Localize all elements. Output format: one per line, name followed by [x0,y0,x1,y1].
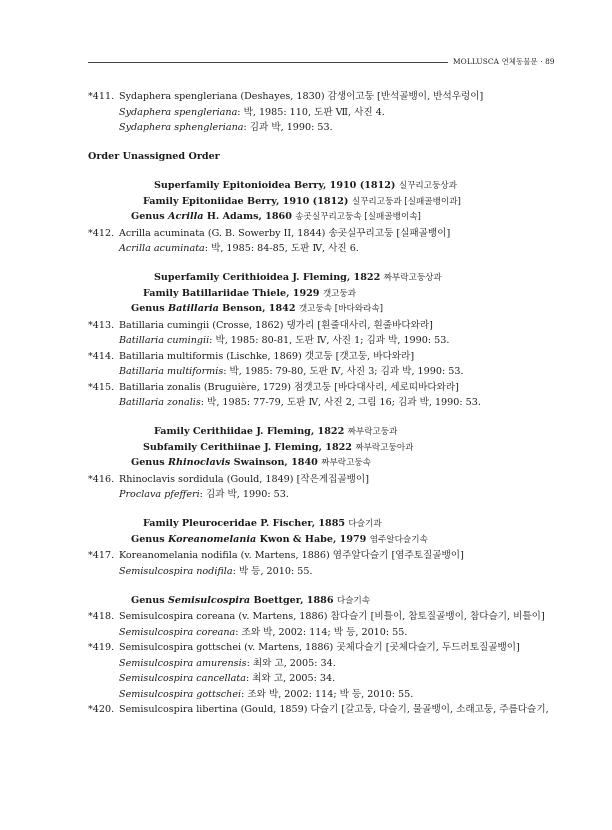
species-name: Batillaria cumingii [119,319,210,331]
taxon-authority: Swainson, 1840 [230,457,322,468]
taxon-rank-label: Genus [131,303,168,314]
species-name: Acrilla acuminata [119,227,205,239]
author-and-common-name: (Gould, 1859) 다슬기 [갈고둥, 다슬기, 물골뱅이, 소래고둥, 주름다슬기, [237,704,549,715]
korean-taxon-name: 송곳실꾸리고둥속 [실패골뱅이속] [295,212,421,222]
entry-number: *412. [88,227,115,239]
taxon-heading [131,457,371,469]
korean-taxon-name: 갯고둥속 [바다와라속] [298,304,384,314]
taxon-authority: Kwon & Habe, 1979 [256,533,370,545]
author-and-common-name: (Gould, 1849) [작은게집골뱅이] [223,473,369,485]
synonym-line [119,689,413,701]
synonym-name: Batillaria zonalis [119,397,201,408]
synonym-line [119,673,335,685]
taxon-rank-label: Family Cerithiidae J. Fleming, 1822 [154,426,348,437]
taxon-rank-label: Genus [131,533,168,545]
entry-number: *415. [88,381,115,393]
author-and-common-name: (Deshayes, 1830) 감생이고둥 [반석골뱅이, 반석우렁이] [237,91,484,102]
taxon-authority: Boettger, 1886 [250,594,337,606]
synonym-name: Semisulcospira cancellata [119,673,246,684]
synonym-reference: : 최와 고, 2005: 34. [246,657,336,669]
author-and-common-name: (Lischke, 1869) 갯고둥 [갯고둥, 바다와라] [223,350,415,362]
author-and-common-name: (G. B. Sowerby II, 1844) 송곳실꾸리고둥 [실패골뱅이] [204,227,451,239]
synonym-reference: : 김과 박, 1990: 53. [199,489,289,500]
entry-body [119,320,433,332]
taxon-rank-label: Superfamily Cerithioidea J. Fleming, 1822 [154,272,384,283]
author-and-common-name: (Bruguière, 1729) 점갯고둥 [바다대사리, 세로띠바다와라] [200,381,459,393]
synonym-reference: : 조와 박, 2002: 114; 박 등, 2010: 55. [235,626,408,638]
taxon-rank-label: Genus [131,211,168,222]
korean-taxon-name: 다슬기과 [348,519,382,529]
taxon-heading [131,595,370,607]
entry-body [119,642,520,654]
author-and-common-name: (v. Martens, 1886) 곳체다슬기 [곳체다슬기, 두드러토질골뱅이] [241,642,520,653]
synonym-name: Batillaria multiformis [119,366,224,377]
author-and-common-name: (v. Martens, 1886) 참다슬기 [비틀이, 참토질골뱅이, 참다슬기, 비틀이] [235,611,545,622]
species-name: Semisulcospira libertina [119,704,238,715]
synonym-reference: : 박, 1985: 77-79, 도판 Ⅳ, 사진 2, 그림 16; 김과 박, 1990: 53. [200,397,481,408]
synonym-line [119,397,481,409]
taxon-heading [131,211,421,223]
korean-taxon-name: 다슬기속 [336,595,371,606]
taxon-rank-label: Family Epitoniidae Berry, 1910 (1812) [143,195,352,207]
korean-taxon-name: 실꾸리고둥상과 [398,181,457,191]
synonym-reference: : 박 등, 2010: 55. [232,565,313,577]
synonym-name: Semisulcospira amurensis [119,657,247,669]
taxon-heading [131,303,383,315]
taxon-heading [131,534,428,546]
synonym-reference: : 조와 박, 2002: 114; 박 등, 2010: 55. [241,688,414,700]
author-and-common-name: (Crosse, 1862) 댕가리 [흰줄대사리, 흰줄바다와라] [209,319,433,331]
taxon-heading [143,196,461,208]
species-name: Semisulcospira gottschei [119,642,242,653]
korean-taxon-name: 염주알다슬기속 [369,534,428,545]
synonym-name: Semisulcospira nodifila [119,565,233,577]
korean-taxon-name: 짜부락고둥속 [321,458,371,468]
order-heading: Order Unassigned Order [88,151,220,162]
synonym-name: Semisulcospira coreana [119,626,236,638]
entry-number: *418. [88,611,115,622]
entry-number: *420. [88,704,115,715]
synonym-name: Sydaphera spengleriana [119,106,238,118]
synonym-reference: : 박, 1985: 110, 도판 Ⅶ, 사진 4. [237,106,385,118]
entry-body [119,228,450,240]
genus-name: Acrilla [168,211,204,222]
korean-taxon-name: 짜부락고둥과 [347,427,398,437]
taxon-rank-label: Subfamily Cerithiinae J. Fleming, 1822 [143,441,356,453]
taxon-rank-label: Superfamily Epitonioidea Berry, 1910 (1812) [154,180,399,191]
taxon-heading [143,288,356,300]
genus-name: Koreanomelania [168,533,257,545]
taxon-heading [154,272,442,284]
taxon-heading [154,426,397,438]
genus-name: Semisulcospira [168,594,251,606]
synonym-line [119,122,333,134]
synonym-name: Semisulcospira gottschei [119,688,242,700]
species-name: Semisulcospira coreana [119,611,236,622]
korean-taxon-name: 짜부락고둥상과 [383,273,442,283]
entry-body [119,704,549,716]
synonym-line [119,627,407,639]
taxon-rank-label: Genus [131,457,168,468]
korean-taxon-name: 실꾸리고둥과 [실패골뱅이과] [351,196,461,207]
synonym-name: Proclava pfefferi [119,489,200,500]
taxon-heading [143,442,413,454]
taxon-heading [143,518,382,530]
running-head: MOLLUSCA 연체동물문 · 89 [453,57,555,66]
taxon-rank-label: Genus [131,594,168,606]
entry-body [119,550,464,562]
species-name: Batillaria multiformis [119,350,224,362]
species-name: Sydaphera spengleriana [119,91,238,102]
taxon-rank-label: Family Pleuroceridae P. Fischer, 1885 [143,518,349,529]
synonym-name: Batillaria cumingii [119,335,210,346]
synonym-line [119,489,289,501]
synonym-line [119,243,359,255]
taxon-authority: Benson, 1842 [218,303,299,314]
author-and-common-name: (v. Martens, 1886) 염주알다슬기 [염주토질골뱅이] [237,550,464,561]
korean-taxon-name: 짜부락고둥아과 [355,442,414,453]
taxon-heading [154,180,457,192]
genus-name: Batillaria [168,303,219,314]
synonym-reference: : 박, 1985: 79-80, 도판 Ⅳ, 사진 3; 김과 박, 1990: 53. [223,366,464,377]
synonym-line [119,107,385,119]
entry-body [119,91,483,103]
entry-number: *416. [88,473,115,485]
synonym-name: Acrilla acuminata [119,243,205,254]
korean-taxon-name: 갯고둥과 [322,288,357,299]
entry-body [119,611,545,623]
species-name: Batillaria zonalis [119,381,201,393]
synonym-line [119,658,336,670]
header-rule [88,62,448,63]
taxon-authority: H. Adams, 1860 [203,211,296,222]
synonym-reference: : 박, 1985: 80-81, 도판 Ⅳ, 사진 1; 김과 박, 1990: 53. [209,335,450,346]
synonym-line [119,566,313,578]
synonym-line [119,335,449,347]
taxon-rank-label: Family Batillariidae Thiele, 1929 [143,287,323,299]
genus-name: Rhinoclavis [168,457,231,468]
entry-body [119,351,414,363]
synonym-reference: : 최와 고, 2005: 34. [245,673,336,684]
synonym-name: Sydaphera sphengleriana [119,122,244,133]
synonym-reference: : 박, 1985: 84-85, 도판 Ⅳ, 사진 6. [204,243,359,254]
synonym-line [119,366,464,378]
entry-number: *417. [88,550,115,561]
entry-number: *414. [88,350,115,362]
entry-body [119,382,459,394]
entry-number: *419. [88,642,115,653]
species-name: Koreanomelania nodifila [119,550,238,561]
entry-body [119,474,369,486]
species-name: Rhinoclavis sordidula [119,473,224,485]
entry-number: *411. [88,91,115,102]
entry-number: *413. [88,319,115,331]
synonym-reference: : 김과 박, 1990: 53. [243,122,333,133]
